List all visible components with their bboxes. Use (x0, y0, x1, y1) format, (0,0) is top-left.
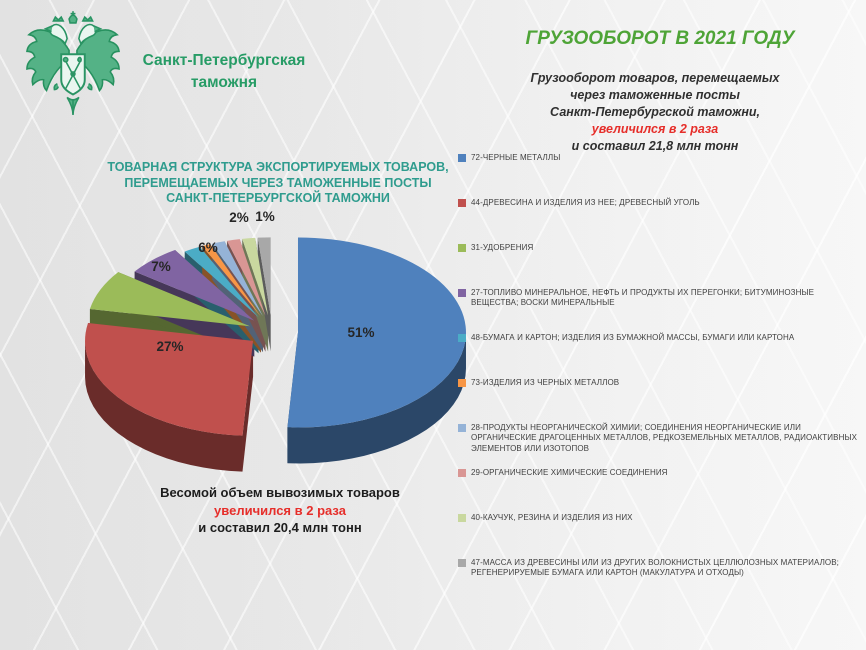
org-name-line1: Санкт-Петербургская (142, 52, 306, 69)
bottom-note-highlight: увеличился в 2 раза (214, 502, 346, 518)
legend-label: 29-ОРГАНИЧЕСКИЕ ХИМИЧЕСКИЕ СОЕДИНЕНИЯ (471, 468, 668, 477)
cargo-text-line5: и составил 21,8 млн тонн (571, 139, 739, 153)
legend-marker (458, 514, 466, 522)
pie-percentage-label: 51% (347, 325, 375, 340)
legend-item (458, 513, 860, 558)
legend-item (458, 333, 860, 378)
legend-item (458, 198, 860, 243)
legend-item (458, 423, 860, 468)
legend-label: 73-ИЗДЕЛИЯ ИЗ ЧЕРНЫХ МЕТАЛЛОВ (471, 378, 620, 387)
legend-marker (458, 154, 466, 162)
legend-item (458, 378, 860, 423)
pie-percentage-label: 2% (229, 210, 249, 225)
cargo-text-line1: Грузооборот товаров, перемещаемых (530, 71, 780, 85)
legend-label: 44-ДРЕВЕСИНА И ИЗДЕЛИЯ ИЗ НЕЕ; ДРЕВЕСНЫЙ УГОЛЬ (471, 198, 700, 207)
legend-label: 28-ПРОДУКТЫ НЕОРГАНИЧЕСКОЙ ХИМИИ; СОЕДИНЕНИЯ НЕОРГАНИЧЕСКИЕ ИЛИ ОРГАНИЧЕСКИЕ ДРАГОЦЕННЫХ МЕТАЛЛОВ, РЕДКОЗЕМЕЛЬНЫХ МЕТАЛЛОВ, РАДИОАКТИВНЫХ ЭЛЕМЕНТОВ ИЛИ ИЗОТОПОВ (471, 423, 858, 453)
pie-percentage-label: 27% (156, 339, 184, 354)
bottom-note (110, 484, 450, 537)
legend-marker (458, 424, 466, 432)
chart-title-line3: САНКТ-ПЕТЕРБУРГСКОЙ ТАМОЖНИ (166, 191, 390, 205)
legend-label: 47-МАССА ИЗ ДРЕВЕСИНЫ ИЛИ ИЗ ДРУГИХ ВОЛОКНИСТЫХ ЦЕЛЛЮЛОЗНЫХ МАТЕРИАЛОВ; РЕГЕНЕРИРУЕМЫЕ БУМАГА ИЛИ КАРТОН (МАКУЛАТУРА И ОТХОДЫ) (471, 558, 840, 578)
chart-legend (458, 153, 860, 603)
legend-item (458, 288, 860, 333)
pie-chart (55, 198, 485, 478)
legend-marker (458, 559, 466, 567)
cargo-turnover-title: ГРУЗООБОРОТ В 2021 ГОДУ (525, 28, 795, 49)
chart-title-line2: ПЕРЕМЕЩАЕМЫХ ЧЕРЕЗ ТАМОЖЕННЫЕ ПОСТЫ (124, 175, 432, 190)
cargo-turnover-text (505, 70, 805, 155)
chart-title-line1: ТОВАРНАЯ СТРУКТУРА ЭКСПОРТИРУЕМЫХ ТОВАРОВ, (107, 160, 449, 174)
cargo-text-highlight: увеличился в 2 раза (591, 122, 719, 136)
legend-item (458, 468, 860, 513)
legend-label: 72-ЧЕРНЫЕ МЕТАЛЛЫ (471, 153, 561, 162)
bottom-note-line3: и составил 20,4 млн тонн (198, 520, 362, 535)
legend-label: 31-УДОБРЕНИЯ (471, 243, 534, 252)
legend-item (458, 558, 860, 603)
customs-double-headed-eagle-icon (24, 9, 122, 127)
pie-chart-svg (55, 198, 485, 478)
legend-marker (458, 244, 466, 252)
org-name (126, 50, 322, 93)
legend-marker (458, 199, 466, 207)
pie-percentage-label: 7% (151, 259, 171, 274)
org-name-line2: таможня (190, 73, 258, 91)
legend-label: 40-КАУЧУК, РЕЗИНА И ИЗДЕЛИЯ ИЗ НИХ (471, 513, 633, 522)
legend-marker (458, 379, 466, 387)
cargo-text-line3: Санкт-Петербургской таможни, (550, 105, 760, 119)
legend-item (458, 243, 860, 288)
legend-marker (458, 469, 466, 477)
legend-item (458, 153, 860, 198)
legend-label: 48-БУМАГА И КАРТОН; ИЗДЕЛИЯ ИЗ БУМАЖНОЙ МАССЫ, БУМАГИ ИЛИ КАРТОНА (471, 333, 795, 342)
cargo-text-line2: через таможенные посты (570, 88, 740, 102)
bottom-note-line1: Весомой объем вывозимых товаров (160, 485, 400, 500)
pie-percentage-label: 6% (198, 240, 218, 255)
pie-percentage-label: 1% (255, 209, 275, 224)
legend-label: 27-ТОПЛИВО МИНЕРАЛЬНОЕ, НЕФТЬ И ПРОДУКТЫ ИХ ПЕРЕГОНКИ; БИТУМИНОЗНЫЕ ВЕЩЕСТВА; ВОСКИ МИНЕРАЛЬНЫЕ (471, 288, 815, 308)
legend-marker (458, 289, 466, 297)
legend-marker (458, 334, 466, 342)
